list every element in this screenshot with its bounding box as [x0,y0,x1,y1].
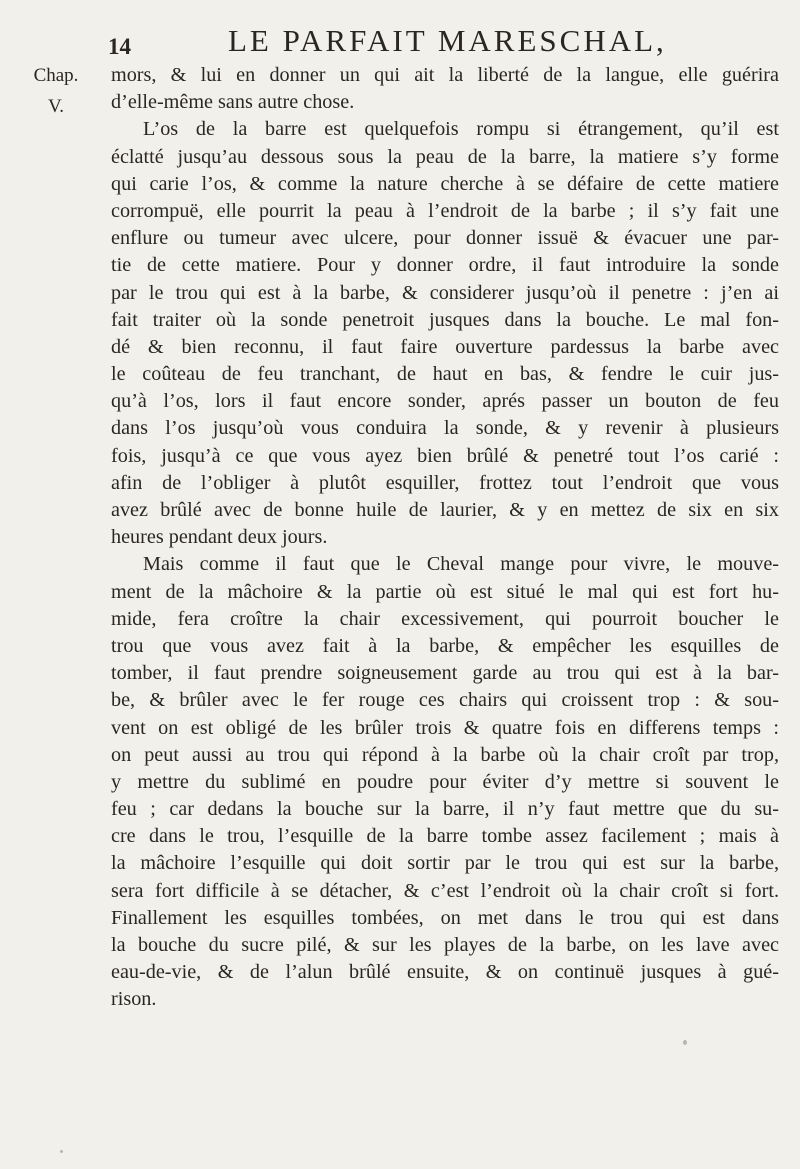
text-line: sera fort difficile à se détacher, & c’est l’endroit où la chair croît si fort. [111,879,779,902]
page-number: 14 [108,34,131,59]
text-line: par le trou qui est à la barbe, & considerer jusqu’où il penetre : j’en ai [111,281,779,304]
chapter-margin-note [29,60,83,122]
text-line: cre dans le trou, l’esquille de la barre tombe assez facilement ; mais à [111,825,779,848]
text-line: eau-de-vie, & de l’alun brûlé ensuite, & on continuë jusques à gué- [111,961,779,984]
chapter-label: Chap. [33,65,79,86]
text-line: fait traiter où la sonde penetroit jusques dans la bouche. Le mal fon- [111,308,779,331]
text-line: afin de l’obliger à plutôt esquiller, frottez tout l’endroit que vous [111,471,779,494]
text-line: corrompuë, elle pourrit la peau à l’endroit de la barbe ; il s’y fait une [111,199,779,222]
text-line: be, & brûler avec le fer rouge ces chairs qui croissent trop : & sou- [111,689,779,712]
text-line: tomber, il faut prendre soigneusement garde au trou qui est à la bar- [111,662,779,685]
text-line: le coûteau de feu tranchant, de haut en bas, & fendre le cuir jus- [111,363,779,386]
page-header [0,14,800,64]
text-line: ment de la mâchoire & la partie où est situé le mal qui est fort hu- [111,580,779,603]
text-line: tie de cette matiere. Pour y donner ordre, il faut introduire la sonde [111,254,779,277]
text-line: feu ; car dedans la bouche sur la barre, il n’y faut mettre que du su- [111,798,779,821]
paragraph-first-line: Mais comme il faut que le Cheval mange pour vivre, le mouve- [143,553,779,576]
text-line: vent on est obligé de les brûler trois & quatre fois en differens temps : [111,716,779,739]
paper-speck [683,1040,687,1045]
text-line: enflure ou tumeur avec ulcere, pour donner issuë & évacuer une par- [111,227,779,250]
text-line: dans l’os jusqu’où vous conduira la sonde, & y revenir à plusieurs [111,417,779,440]
paragraph-first-line: L’os de la barre est quelquefois rompu si étrangement, qu’il est [143,118,779,141]
paper-speck [60,1150,63,1153]
running-title: LE PARFAIT MARESCHAL, [228,23,667,58]
text-line: qu’à l’os, lors il faut encore sonder, aprés passer un bouton de feu [111,390,779,413]
text-line: heures pendant deux jours. [111,526,328,549]
text-line: éclatté jusqu’au dessous sous la peau de la barre, la matiere s’y forme [111,145,779,168]
text-line: rison. [111,988,157,1011]
text-line: la mâchoire l’esquille qui doit sortir par le trou qui est sur la barbe, [111,852,779,875]
text-line: trou que vous avez fait à la barbe, & empêcher les esquilles de [111,634,779,657]
text-line: dé & bien reconnu, il faut faire ouverture pardessus la barbe avec [111,335,779,358]
text-line: avez brûlé avec de bonne huile de laurier, & y en mettez de six en six [111,499,779,521]
text-line: y mettre du sublimé en poudre pour éviter d’y mettre si souvent le [111,770,779,793]
text-line: on peut aussi au trou qui répond à la barbe où la chair croît par trop, [111,743,779,766]
text-line: fois, jusqu’à ce que vous ayez bien brûlé & penetré tout l’os carié : [111,444,779,467]
text-line: la bouche du sucre pilé, & sur les playes de la barbe, on les lave avec [111,934,779,956]
text-line: d’elle-même sans autre chose. [111,91,355,114]
chapter-number: V. [47,96,65,117]
body-text [111,62,779,1014]
text-line: qui carie l’os, & comme la nature cherche à se défaire de cette matiere [111,172,779,195]
text-line: Finallement les esquilles tombées, on met dans le trou qui est dans [111,906,779,929]
text-line: mide, fera croître la chair excessivement, qui pourroit boucher le [111,607,779,630]
text-line: mors, & lui en donner un qui ait la liberté de la langue, elle guérira [111,64,779,86]
